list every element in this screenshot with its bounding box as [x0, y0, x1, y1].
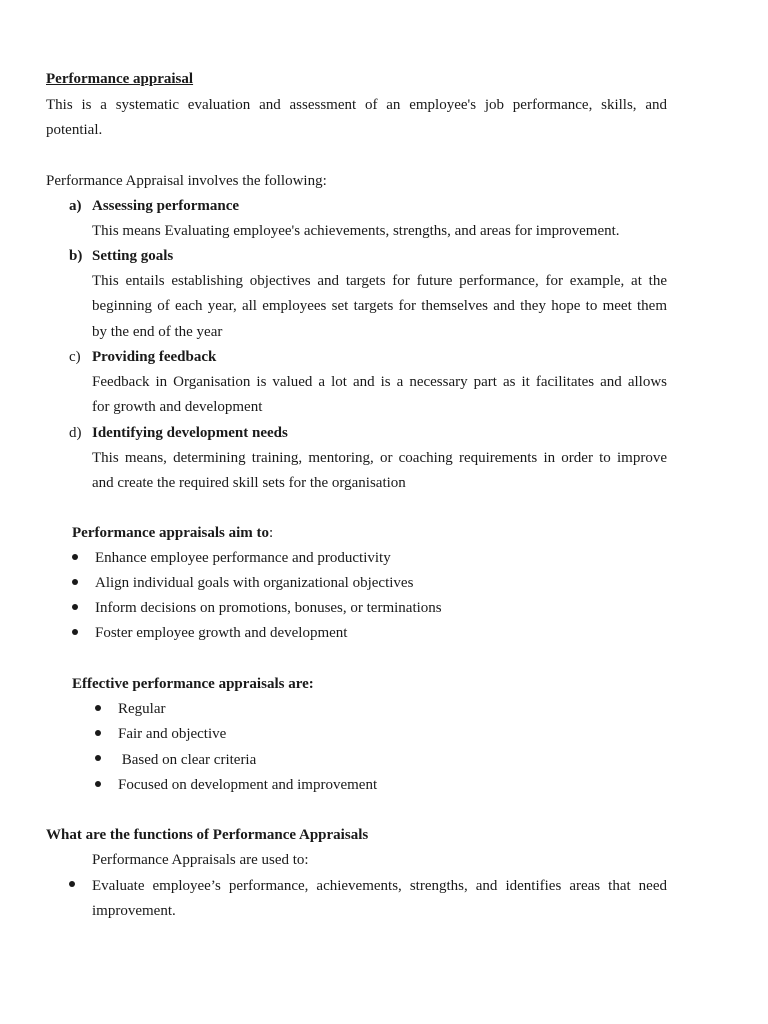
involves-item-text-d-1: This means, determining training, mentoring, or coaching requirements in order to improve: [92, 450, 667, 466]
effective-item-2: Fair and objective: [118, 726, 227, 742]
effective-item-3: Based on clear criteria: [118, 752, 257, 768]
effective-item-4: Focused on development and improvement: [118, 777, 378, 793]
aim-item-3: Inform decisions on promotions, bonuses, or terminations: [95, 600, 442, 616]
bullet-icon: [72, 629, 78, 635]
effective-item-1: Regular: [118, 701, 166, 717]
functions-intro: Performance Appraisals are used to:: [92, 852, 309, 868]
bullet-icon: [95, 705, 101, 711]
involves-item-text-b-1: This entails establishing objectives and targets for future performance, for example, at the: [92, 273, 667, 289]
aim-item-2: Align individual goals with organizational objectives: [95, 575, 414, 591]
aim-heading-text: Performance appraisals aim to: [72, 525, 270, 541]
aim-heading: [72, 523, 273, 543]
involves-item-text-b-2: beginning of each year, all employees set targets for themselves and they hope to meet them: [92, 298, 667, 314]
list-marker-c: c): [69, 349, 81, 365]
involves-item-text-b-3: by the end of the year: [92, 324, 223, 340]
involves-intro: Performance Appraisal involves the following:: [46, 173, 327, 189]
page-title: Performance appraisal: [46, 71, 194, 87]
list-marker-d: d): [69, 425, 82, 441]
effective-heading: Effective performance appraisals are:: [72, 676, 314, 692]
involves-item-text-c-2: for growth and development: [92, 399, 263, 415]
intro-line-1: This is a systematic evaluation and assessment of an employee's job performance, skills, and: [46, 97, 667, 113]
functions-item-1-line-1: Evaluate employee’s performance, achievements, strengths, and identifies areas that need: [92, 878, 667, 894]
bullet-icon: [72, 554, 78, 560]
involves-item-title-a: Assessing performance: [92, 198, 240, 214]
aim-item-4: Foster employee growth and development: [95, 625, 348, 641]
bullet-icon: [72, 604, 78, 610]
bullet-icon: [95, 781, 101, 787]
bullet-icon: [95, 730, 101, 736]
list-marker-b: b): [69, 248, 83, 264]
involves-item-text-d-2: and create the required skill sets for the organisation: [92, 475, 406, 491]
bullet-icon: [95, 755, 101, 761]
intro-line-2: potential.: [46, 122, 103, 138]
involves-item-text-c-1: Feedback in Organisation is valued a lot and is a necessary part as it facilitates and allows: [92, 374, 667, 390]
bullet-icon: [72, 579, 78, 585]
aim-item-1: Enhance employee performance and productivity: [95, 550, 391, 566]
aim-heading-colon: :: [269, 525, 274, 541]
functions-heading: What are the functions of Performance Appraisals: [46, 827, 369, 843]
involves-item-title-d: Identifying development needs: [92, 425, 288, 441]
bullet-icon: [69, 881, 75, 887]
involves-item-title-b: Setting goals: [92, 248, 174, 264]
list-marker-a: a): [69, 198, 82, 214]
involves-item-text-a: This means Evaluating employee's achievements, strengths, and areas for improvement.: [92, 223, 620, 239]
functions-item-1-line-2: improvement.: [92, 903, 176, 919]
involves-item-title-c: Providing feedback: [92, 349, 217, 365]
